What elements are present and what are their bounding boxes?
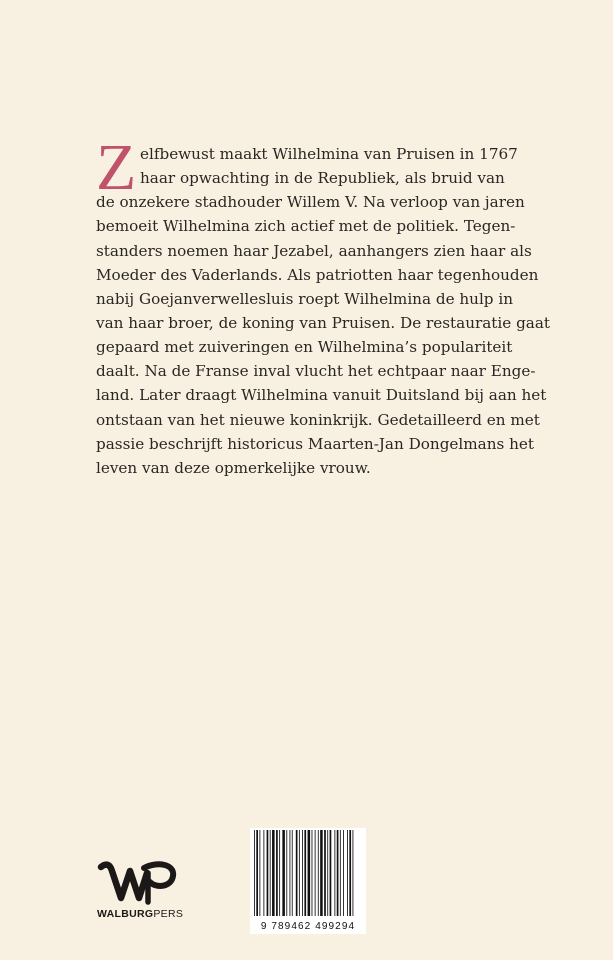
back-cover-blurb [96, 131, 551, 480]
barcode-bars [252, 830, 364, 918]
isbn-barcode [250, 828, 366, 934]
barcode-bar [282, 830, 285, 916]
blurb-line: ontstaan van het nieuwe koninkrijk. Gedetailleerd en met [96, 410, 540, 429]
barcode-bar [337, 830, 339, 916]
blurb-line: passie beschrijft historicus Maarten-Jan Dongelmans het [96, 434, 534, 453]
blurb-line: elfbewust maakt Wilhelmina van Pruisen in 1767 [140, 145, 518, 163]
barcode-bar [324, 830, 326, 916]
barcode-bar [267, 830, 269, 916]
barcode-bar [296, 830, 298, 916]
blurb-line: gepaard met zuiveringen en Wilhelmina’s populariteit [96, 338, 513, 357]
barcode-bar [320, 830, 323, 916]
barcode-bar [272, 830, 275, 916]
drop-cap-initial: Z [96, 131, 137, 204]
blurb-line: bemoeit Wilhelmina zich actief met de politiek. Tegen- [96, 217, 516, 236]
blurb-line: Moeder des Vaderlands. Als patriotten haar tegenhouden [96, 265, 539, 284]
barcode-bar [256, 830, 258, 916]
barcode-bar [290, 830, 291, 916]
barcode-bar [302, 830, 303, 916]
barcode-bar [276, 830, 278, 916]
blurb-line: van haar broer, de koning van Pruisen. De restauratie gaat [96, 313, 551, 332]
blurb-line: nabij Goejanverwellesluis roept Wilhelmina de hulp in [96, 289, 513, 308]
barcode-bar [259, 830, 260, 916]
publisher-logo [97, 858, 183, 928]
publisher-name [97, 908, 183, 920]
barcode-bar [308, 830, 311, 916]
barcode-bar [343, 830, 344, 916]
isbn-number: 9 789462 499294 [260, 921, 356, 932]
wp-monogram-icon [97, 858, 183, 906]
barcode-bar [279, 830, 280, 916]
barcode-bar [304, 830, 306, 916]
barcode-bar [334, 830, 335, 916]
barcode-bar [318, 830, 319, 916]
blurb-line: de onzekere stadhouder Willem V. Na verloop van jaren [96, 193, 525, 212]
blurb-line: leven van deze opmerkelijke vrouw. [96, 458, 371, 477]
blurb-line: daalt. Na de Franse inval vlucht het echtpaar naar Enge- [96, 362, 536, 381]
barcode-bar [299, 830, 300, 916]
publisher-name-bold: WALBURG [97, 908, 154, 920]
blurb-line: land. Later draagt Wilhelmina vanuit Duitsland bij aan het [96, 386, 547, 405]
barcode-bar [286, 830, 287, 916]
barcode-bar [353, 830, 354, 916]
barcode-bar [340, 830, 341, 916]
barcode-bar [312, 830, 313, 916]
barcode-bar [254, 830, 255, 916]
blurb-line: standers noemen haar Jezabel, aanhangers zien haar als [96, 241, 532, 260]
barcode-bar [315, 830, 316, 916]
barcode-bar [349, 830, 351, 916]
barcode-bar [292, 830, 293, 916]
barcode-bar [327, 830, 328, 916]
blurb-line: haar opwachting in de Republiek, als bruid van [140, 169, 505, 188]
barcode-bar [263, 830, 264, 916]
publisher-name-light: PERS [153, 908, 184, 920]
barcode-bar [330, 830, 332, 916]
barcode-bar [347, 830, 348, 916]
blurb-text [96, 131, 551, 480]
barcode-bar [270, 830, 271, 916]
